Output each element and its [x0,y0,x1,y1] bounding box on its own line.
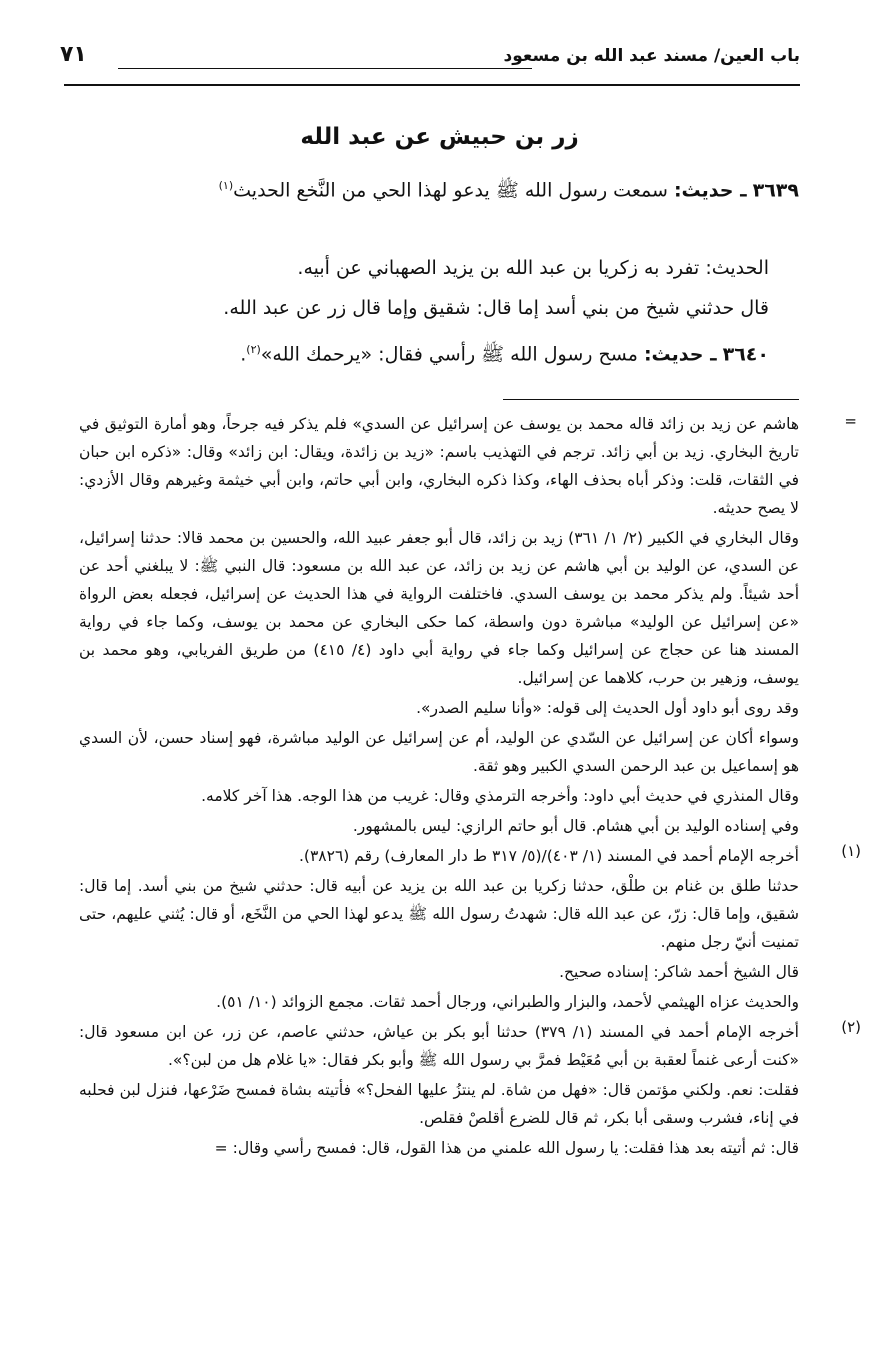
footnote-paragraph: هاشم عن زيد بن زائد قاله محمد بن يوسف عن إسرائيل عن السدي» فلم يذكر فيه جرحاً، وهو أمارة التوثيق في تاريخ البخاري. زيد بن أبي زائد. ترجم في التهذيب باسم: «زيد بن زائدة، ويقال: ابن زائد» وقال: «ذكره ابن حبان في الثقات، قلت: وذكر أباه بحذف الهاء، وكذا ذكره البخاري، وابن أبي حاتم، وابن أبي خيثمة وغيرهم وقال الأزدي: لا يصح حديثه. [79,415,799,517]
hadith-label: ـ حديث: [643,343,717,366]
hadith-paragraph [79,166,799,210]
hadith-label: ـ حديث: [673,179,747,202]
footnotes-section [79,410,861,1164]
footnote-number: (١) [841,842,861,860]
footnote-ref: (١) [218,179,234,192]
chapter-title: زر بن حبيش عن عبد الله [300,124,579,150]
hadith-paragraph: ٣٦٤٠ ـ حديث: مسح رسول الله ﷺ رأسي فقال: «يرحمك الله»$^{(٢)}$. [240,343,769,366]
commentary-line: الحديث: تفرد به زكريا بن عبد الله بن يزيد الصهباني عن أبيه. [297,257,769,279]
footnote-paragraph: وقد روى أبو داود أول الحديث إلى قوله: «وأنا سليم الصدر». [416,699,799,717]
footnote-paragraph: والحديث عزاه الهيثمي لأحمد، والبزار والطبراني، ورجال أحمد ثقات. مجمع الزوائد (١٠/ ٥١). [216,993,799,1011]
hadith-3639 [79,166,799,210]
footnote-number: (٢) [841,1018,861,1036]
footnote-paragraph: وقال البخاري في الكبير (٢/ ١/ ٣٦١) زيد بن زائد، قال أبو جعفر عبيد الله، والحسين بن محمد قالا: حدثنا إسرائيل، عن السدي، عن الوليد بن أبي هاشم عن زيد بن زائد، عن عبد الله بن مسعود: قال النبي ﷺ: لا يبلغني أحد عن أحد شيئاً. ولم يذكر محمد بن يوسف السدي. فاختلفت الرواية في هذا الحديث عن إسرائيل، فجعله بعض الرواة «عن إسرائيل عن الوليد» مباشرة دون واسطة، كما حكى البخاري عن محمد بن يوسف، وكما جاء في رواية المسند هنا عن حجاج عن إسرائيل وكما جاء في رواية أبي داود (٤/ ٤١٥) من طريق الفريابي، وهو محمد بن يوسف، وزهير بن حرب، كلاهما عن إسرائيل. [79,529,800,687]
footnote-paragraph: أخرجه الإمام أحمد في المسند (١/ ٣٧٩) حدثنا أبو بكر بن عياش، حدثني عاصم، عن زر، عن ابن مسعود قال: «كنت أرعى غنماً لعقبة بن أبي مُعَيْط فمرَّ بي رسول الله ﷺ وأبو بكر فقال: «يا غلام هل من لبن؟». [79,1023,799,1069]
footnote-2 [79,1018,861,1162]
header-leader-line [118,68,532,69]
hadith-number: ٣٦٣٩ [752,179,799,202]
footnote-1 [79,842,861,1016]
hadith-commentary [79,248,799,328]
footnote-paragraph [79,1134,799,1162]
footnote-paragraph: وقال المنذري في حديث أبي داود: وأخرجه الترمذي وقال: غريب من هذا الوجه. هذا آخر كلامه. [201,787,799,805]
footnote-paragraph: قال الشيخ أحمد شاكر: إسناده صحيح. [559,963,799,981]
commentary-line: قال حدثني شيخ من بني أسد إما قال: شقيق وإما قال زر عن عبد الله. [223,297,769,319]
footnote-paragraph: وفي إسناده الوليد بن أبي هشام. قال أبو حاتم الرازي: ليس بالمشهور. [352,817,799,835]
page-number: ٧١ [60,42,87,67]
continuation-marker: = [844,412,857,430]
footnote-ref: (٢) [246,343,261,356]
footnote-paragraph: أخرجه الإمام أحمد في المسند (١/ ٤٠٣)/(٥/ ٣١٧ ط دار المعارف) رقم (٣٨٢٦). [298,847,799,865]
footnote-paragraph: وسواء أكان عن إسرائيل عن السّدي عن الوليد، أم عن إسرائيل عن الوليد مباشرة، فهو إسناد حسن، لأن السدي هو إسماعيل بن عبد الرحمن السدي الكبير وهو ثقة. [79,729,799,775]
footnote-paragraph: فقلت: نعم. ولكني مؤتمن قال: «فهل من شاة. لم ينتزُ عليها الفحل؟» فأتيته بشاة فمسح ضَرْعها، فنزل لبن فحلبه في إناء، فشرب وسقى أبا بكر، ثم قال للضرع أقلصْ فقلص. [79,1081,799,1127]
hadith-number: ٣٦٤٠ [722,343,769,366]
header-rule [64,84,800,86]
hadith-text: مسح رسول الله ﷺ رأسي فقال: «يرحمك الله» [260,343,638,366]
running-header [60,40,800,80]
continuation-marker-end: = [214,1139,228,1157]
hadith-3640 [79,330,799,374]
hadith-text: سمعت رسول الله ﷺ يدعو لهذا الحي من النَّخع الحديث [233,179,668,202]
footnote-text: قال: ثم أتيته بعد هذا فقلت: يا رسول الله علمني من هذا القول، قال: فمسح رأسي وقال: [232,1139,799,1157]
footnote-separator [503,399,799,400]
footnote-paragraph: حدثنا طلق بن غنام بن طلْق، حدثنا زكريا بن عبد الله بن يزيد عن أبيه قال: حدثني شيخ من بني أسد. إما قال: شقيق، وإما قال: زرّ، عن عبد الله قال: شهدتُ رسول الله ﷺ يدعو لهذا الحي من النَّخَع، أو قال: يُثني عليهم، حتى تمنيت أنيّ رجل منهم. [79,877,799,951]
header-title: باب العين/ مسند عبد الله بن مسعود [503,46,800,66]
